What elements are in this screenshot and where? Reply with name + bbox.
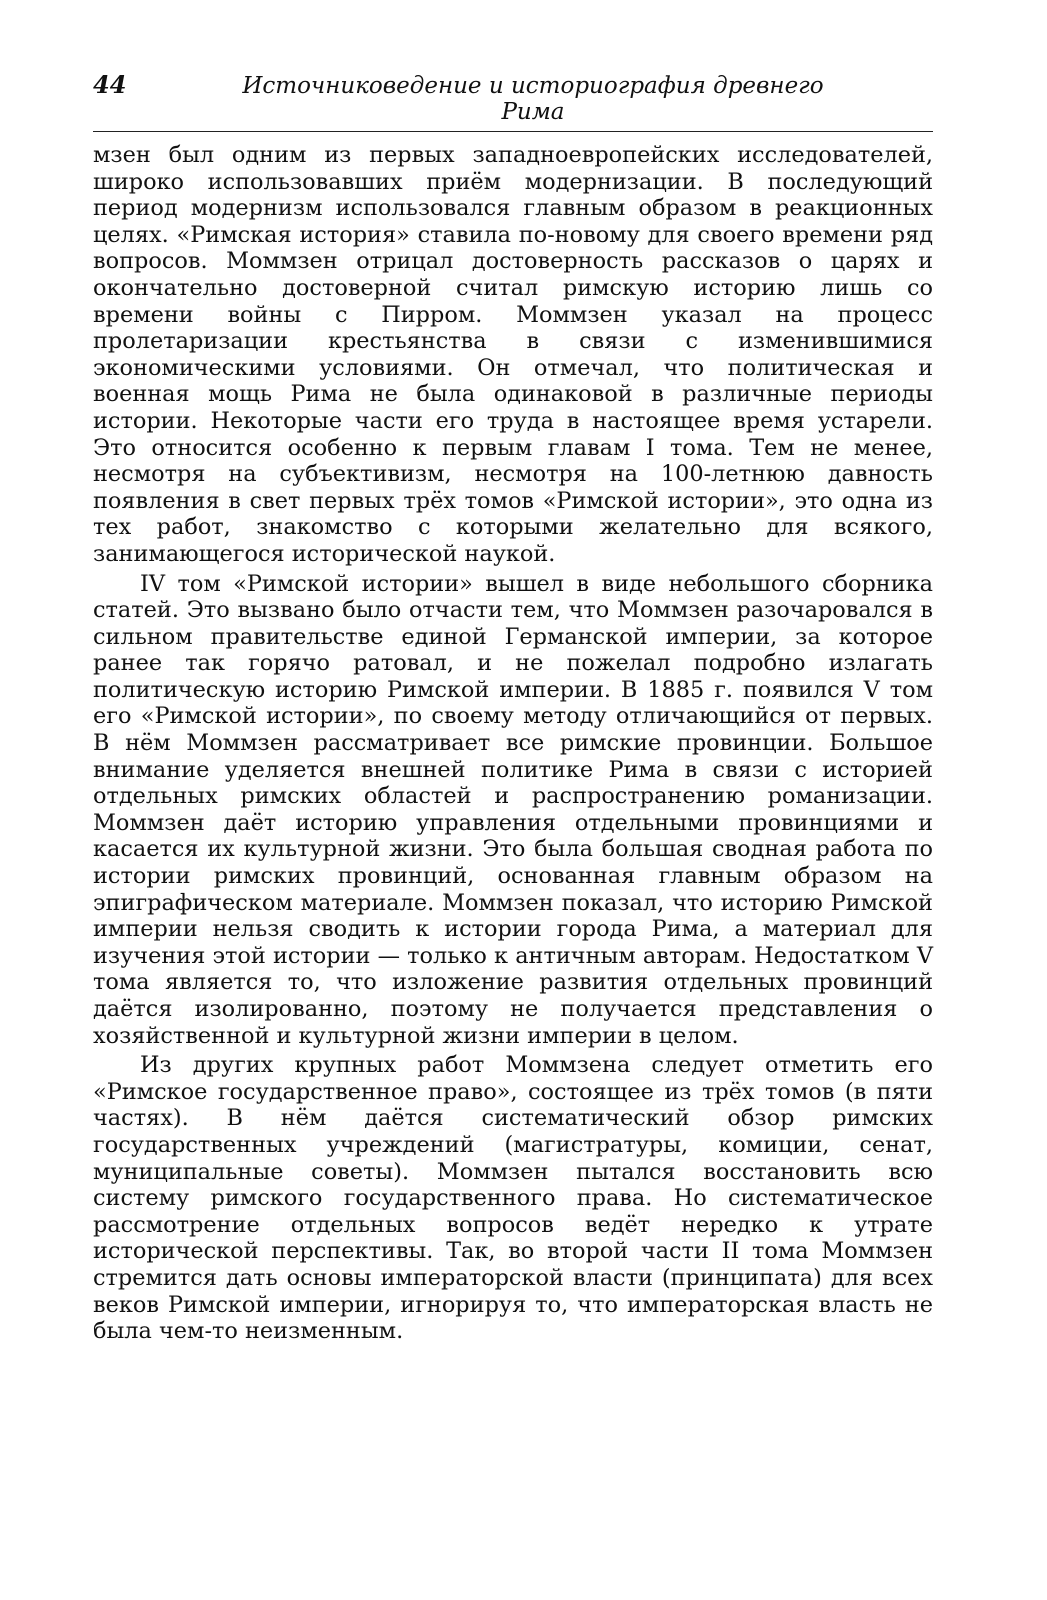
running-head	[93, 70, 933, 132]
running-title: Источниковедение и историография древнего Рима	[242, 73, 824, 125]
body-text	[93, 142, 933, 1345]
paragraph-2: IV том «Римской истории» вышел в виде небольшого сборника статей. Это вызвано было отчасти тем, что Моммзен разочаровался в сильном правительстве единой Германской империи, за которое ранее так горячо ратовал, и не пожелал подробно излагать политическую историю Римской империи. В 1885 г. появился V том его «Римской истории», по своему методу отличающийся от первых. В нём Моммзен рассматривает все римские провинции. Большое внимание уделяется внешней политике Рима в связи с историей отдельных римских областей и распространению романизации. Моммзен даёт историю управления отдельными провинциями и касается их культурной жизни. Это была большая сводная работа по истории римских провинций, основанная главным образом на эпиграфическом материале. Моммзен показал, что историю Римской империи нельзя сводить к истории города Рима, а материал для изучения этой истории — только к античным авторам. Недостатком V тома является то, что изложение развития отдельных провинций даётся изолированно, поэтому не получается представления о хозяйственной и культурной жизни империи в целом.	[93, 570, 933, 1049]
paragraph-3: Из других крупных работ Моммзена следует отметить его «Римское государственное право», состоящее из трёх томов (в пяти частях). В нём даётся систематический обзор римских государственных учреждений (магистратуры, комиции, сенат, муниципальные советы). Моммзен пытался восстановить всю систему римского государственного права. Но систематическое рассмотрение отдельных вопросов ведёт нередко к утрате исторической перспективы. Так, во второй части II тома Моммзен стремится дать основы императорской власти (принципата) для всех веков Римской империи, игнорируя то, что императорская власть не была чем-то неизменным.	[93, 1052, 933, 1345]
paragraph-1: мзен был одним из первых западноевропейских исследователей, широко использовавших приём модернизации. В последующий период модернизм использовался главным образом в реакционных целях. «Римская история» ставила по-новому для своего времени ряд вопросов. Моммзен отрицал достоверность рассказов о царях и окончательно достоверной считал римскую историю лишь со времени войны с Пирром. Моммзен указал на процесс пролетаризации крестьянства в связи с изменившимися экономическими условиями. Он отмечал, что политическая и военная мощь Рима не была одинаковой в различные периоды истории. Некоторые части его труда в настоящее время устарели. Это относится особенно к первым главам I тома. Тем не менее, несмотря на субъективизм, несмотря на 100-летнюю давность появления в свет первых трёх томов «Римской истории», это одна из тех работ, знакомство с которыми желательно для всякого, занимающегося исторической наукой.	[93, 142, 933, 567]
book-page	[93, 70, 933, 1345]
page-number: 44	[93, 70, 127, 99]
